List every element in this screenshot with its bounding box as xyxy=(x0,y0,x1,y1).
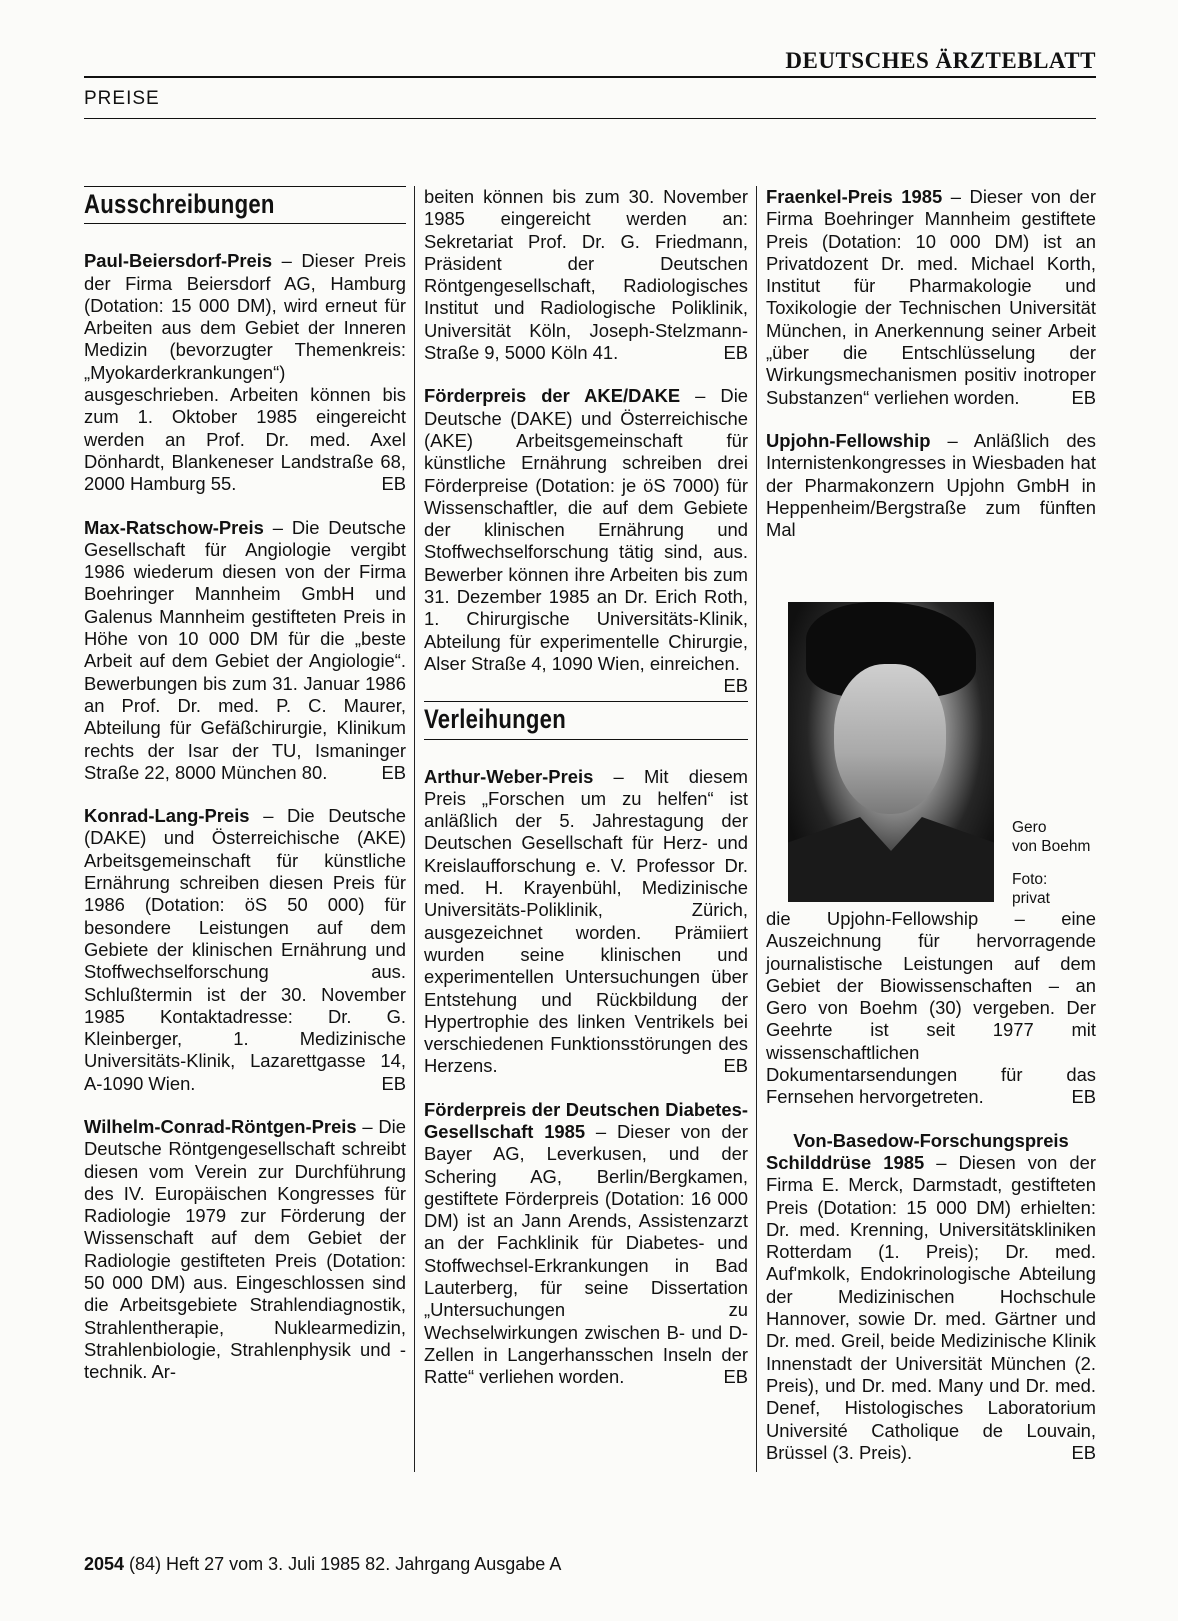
photo-caption-credit xyxy=(1012,870,1050,908)
page-footer xyxy=(84,1554,561,1575)
portrait-face xyxy=(834,664,946,814)
article-ake-dake xyxy=(424,385,749,697)
article-upjohn xyxy=(766,430,1096,541)
article-head: Schilddrüse 1985 xyxy=(766,1151,925,1173)
signature: EB xyxy=(723,342,748,364)
article-arthur-weber xyxy=(424,766,748,1078)
column-1 xyxy=(84,186,406,1384)
caption-line: Foto: xyxy=(1012,871,1048,888)
column-3-lower xyxy=(766,908,1096,1464)
article-text: beiten können bis zum 30. November 1985 eingereicht werden an: Sekretariat Prof. Dr. G. Friedmann, Präsident der Deutschen Röntgengesellschaft, Radiologisches Institut und Radiologische Poliklinik, Universität Köln, Joseph-Stelzmann-Straße 9, 5000 Köln 41. xyxy=(424,186,748,364)
article-text: – Dieser Preis der Firma Beiersdorf AG, Hamburg (Dotation: 15 000 DM), wird erneut für Arbeiten aus dem Gebiet der Inneren Medizin (bevorzugter Themenkreis: „Myokarderkrankungen“) ausgeschrieben. Arbeiten können bis zum 1. Oktober 1985 eingereicht werden an Prof. Dr. med. Axel Dönhardt, Blankeneser Landstraße 68, 2000 Hamburg 55. xyxy=(84,250,406,495)
article-text: – Dieser von der Bayer AG, Leverkusen, und der Schering AG, Berlin/Bergkamen, gestiftete Förderpreis (Dotation: 16 000 DM) ist an Jann Arends, Assistenzarzt an der Fachklinik für Diabetes- und Stoffwechsel-Erkrankungen in Bad Lauterberg, für seine Dissertation „Untersuchungen zu Wechselwirkungen zwischen B- und D-Zellen in Langerhansschen Inseln der Ratte“ verliehen worden. xyxy=(424,1120,748,1388)
signature: EB xyxy=(1071,1441,1096,1463)
article-upjohn-continued xyxy=(766,908,1096,1109)
article-fraenkel xyxy=(766,186,1096,409)
caption-line: von Boehm xyxy=(1012,838,1091,855)
article-roentgen-continued xyxy=(424,186,748,364)
column-3 xyxy=(766,186,1096,541)
article-text: – Die Deutsche (DAKE) und Österreichische (AKE) Arbeitsgemeinschaft für künstliche Ernährung schreiben drei Förderpreise (Dotation: je öS 7000) für Wissenschaftler, die auf dem Gebiete der klinischen Ernährung und Stoffwechselforschung tätig sind, aus. Bewerber können ihre Arbeiten bis zum 31. Dezember 1985 an Dr. Erich Roth, 1. Chirurgische Universitäts-Klinik, Abteilung für experimentelle Chirurgie, Alser Straße 4, 1090 Wien, einreichen. xyxy=(424,385,749,674)
masthead: DEUTSCHES ÄRZTEBLATT xyxy=(785,48,1096,73)
signature: EB xyxy=(1071,1086,1096,1108)
photo-caption-name xyxy=(1012,818,1090,856)
caption-line: privat xyxy=(1012,890,1050,907)
article-head: Konrad-Lang-Preis xyxy=(84,805,250,827)
column-2 xyxy=(424,186,748,1389)
article-text: – Die Deutsche (DAKE) und Österreichische (AKE) Arbeitsgemeinschaft für künstliche Ernährung schreiben diesen Preis für 1986 (Dotation: öS 50 000) für besondere Leistungen auf dem Gebiete der klinischen Ernährung und Stoffwechselforschung aus. Schlußtermin ist der 30. November 1985 Kontaktadresse: Dr. G. Kleinberger, 1. Medizinische Universitäts-Klinik, Lazarettgasse 14, A-1090 Wien. xyxy=(84,805,406,1094)
article-text: – Mit diesem Preis „Forschen um zu helfen“ ist anläßlich der 5. Jahrestagung der Deutschen Gesellschaft für Herz- und Kreislaufforschung e. V. Professor Dr. med. H. Krayenbühl, Medizinische Universitäts-Poliklinik, Zürich, ausgezeichnet worden. Prämiiert wurden seine klinischen und experimentellen Untersuchungen über Entstehung und Rückbildung der Hypertrophie des linken Ventrikels bei verschiedenen Funktionsstörungen des Herzens. xyxy=(424,765,748,1077)
article-text: die Upjohn-Fellowship – eine Auszeichnung für hervorragende journalistische Leistungen auf dem Gebiet der Biowissenschaften – an Gero von Boehm (30) vergeben. Der Geehrte ist seit 1977 mit wissenschaftlichen Dokumentarsendungen für das Fernsehen hervorgetreten. xyxy=(766,908,1096,1108)
kicker-rule-top xyxy=(84,186,406,187)
article-head: Max-Ratschow-Preis xyxy=(84,516,264,538)
article-head: Förderpreis der Deutschen Diabetes-Gesellschaft 1985 xyxy=(424,1098,748,1142)
article-text: – Anläßlich des Internistenkongresses in Wiesbaden hat der Pharmakonzern Upjohn GmbH in Heppenheim/Bergstraße zum fünften Mal xyxy=(766,429,1096,541)
article-head: Fraenkel-Preis 1985 xyxy=(766,186,943,207)
article-von-basedow xyxy=(766,1130,1096,1464)
signature: EB xyxy=(1071,386,1096,408)
article-paul-beiersdorf xyxy=(84,250,406,495)
kicker-verleihungen: Verleihungen xyxy=(424,704,566,735)
article-head: Upjohn-Fellowship xyxy=(766,429,931,451)
article-text: – Diesen von der Firma E. Merck, Darmstadt, gestifteten Preis (Dotation: 15 000 DM) erhielten: Dr. med. Krenning, Universitätskliniken Rotterdam (1. Preis); Dr. med. Auf'mkolk, Endokrinologische Abteilung der Medizinischen Hochschule Hannover, sowie Dr. med. Gärtner und Dr. med. Greil, beide Medizinische Klinik Innenstadt der Universität München (2. Preis), und Dr. med. Many und Dr. med. Denef, Histologisches Laboratorium Université Catholique de Louvain, Brüssel (3. Preis). xyxy=(766,1151,1096,1463)
article-head: Wilhelm-Conrad-Röntgen-Preis xyxy=(84,1115,357,1137)
issue-info: (84) Heft 27 vom 3. Juli 1985 82. Jahrgang Ausgabe A xyxy=(124,1554,562,1574)
article-diabetes xyxy=(424,1099,748,1389)
signature: EB xyxy=(381,473,406,495)
article-roentgen xyxy=(84,1116,406,1384)
kicker-rule-bottom xyxy=(84,223,406,224)
article-text: – Die Deutsche Gesellschaft für Angiologie vergibt 1986 wiederum diesen von der Firma Boehringer Mannheim GmbH und Galenus Mannheim gestifteten Preis in Höhe von 10 000 DM für die „beste Arbeit auf dem Gebiet der Angiologie“. Bewerbungen bis zum 31. Januar 1986 an Prof. Dr. med. P. C. Maurer, Abteilung für Gefäßchirurgie, Klinikum rechts der Isar der TU, Ismaninger Straße 22, 8000 München 80. xyxy=(84,516,406,783)
signature: EB xyxy=(723,675,748,697)
article-konrad-lang xyxy=(84,805,406,1095)
article-head: Förderpreis der AKE/DAKE xyxy=(424,385,681,407)
kicker-ausschreibungen: Ausschreibungen xyxy=(84,189,275,219)
kicker-rule-bottom xyxy=(424,739,748,740)
portrait-collar xyxy=(788,817,994,902)
article-text: – Die Deutsche Röntgengesellschaft schreibt diesen vom Verein zur Durchführung des IV. Europäischen Kongresses für Radiologie 1979 zur Förderung der Wissenschaft auf dem Gebiet der Radiologie gestifteten Preis (Dotation: 50 000 DM) aus. Eingeschlossen sind die Arbeitsgebiete Strahlendiagnostik, Strahlentherapie, Nuklearmedizin, Strahlenbiologie, Strahlenphysik und -technik. Ar- xyxy=(84,1115,406,1383)
page-number: 2054 xyxy=(84,1554,125,1574)
caption-line: Gero xyxy=(1012,819,1047,836)
column-separator-1 xyxy=(414,186,415,1472)
signature: EB xyxy=(381,1072,406,1094)
article-head: Arthur-Weber-Preis xyxy=(424,765,594,787)
masthead-rule xyxy=(84,76,1096,78)
article-text: – Dieser von der Firma Boehringer Mannheim gestiftete Preis (Dotation: 10 000 DM) ist an Privatdozent Dr. med. Michael Korth, Institut für Pharmakologie und Toxikologie der Technischen Universität München, in Anerkennung seiner Arbeit „über die Entschlüsselung der Wirkungsmechanismen positiv inotroper Substanzen“ verliehen worden. xyxy=(766,186,1096,408)
column-separator-2 xyxy=(756,186,757,1472)
section-rule xyxy=(84,118,1096,119)
article-head: Paul-Beiersdorf-Preis xyxy=(84,250,273,272)
signature: EB xyxy=(723,1055,748,1077)
kicker-rule-top xyxy=(424,701,748,702)
signature: EB xyxy=(723,1366,748,1388)
signature: EB xyxy=(381,761,406,783)
section-label: PREISE xyxy=(84,88,160,109)
article-head: Von-Basedow-Forschungspreis xyxy=(793,1129,1069,1151)
article-max-ratschow xyxy=(84,517,406,785)
portrait-photo xyxy=(788,602,994,902)
